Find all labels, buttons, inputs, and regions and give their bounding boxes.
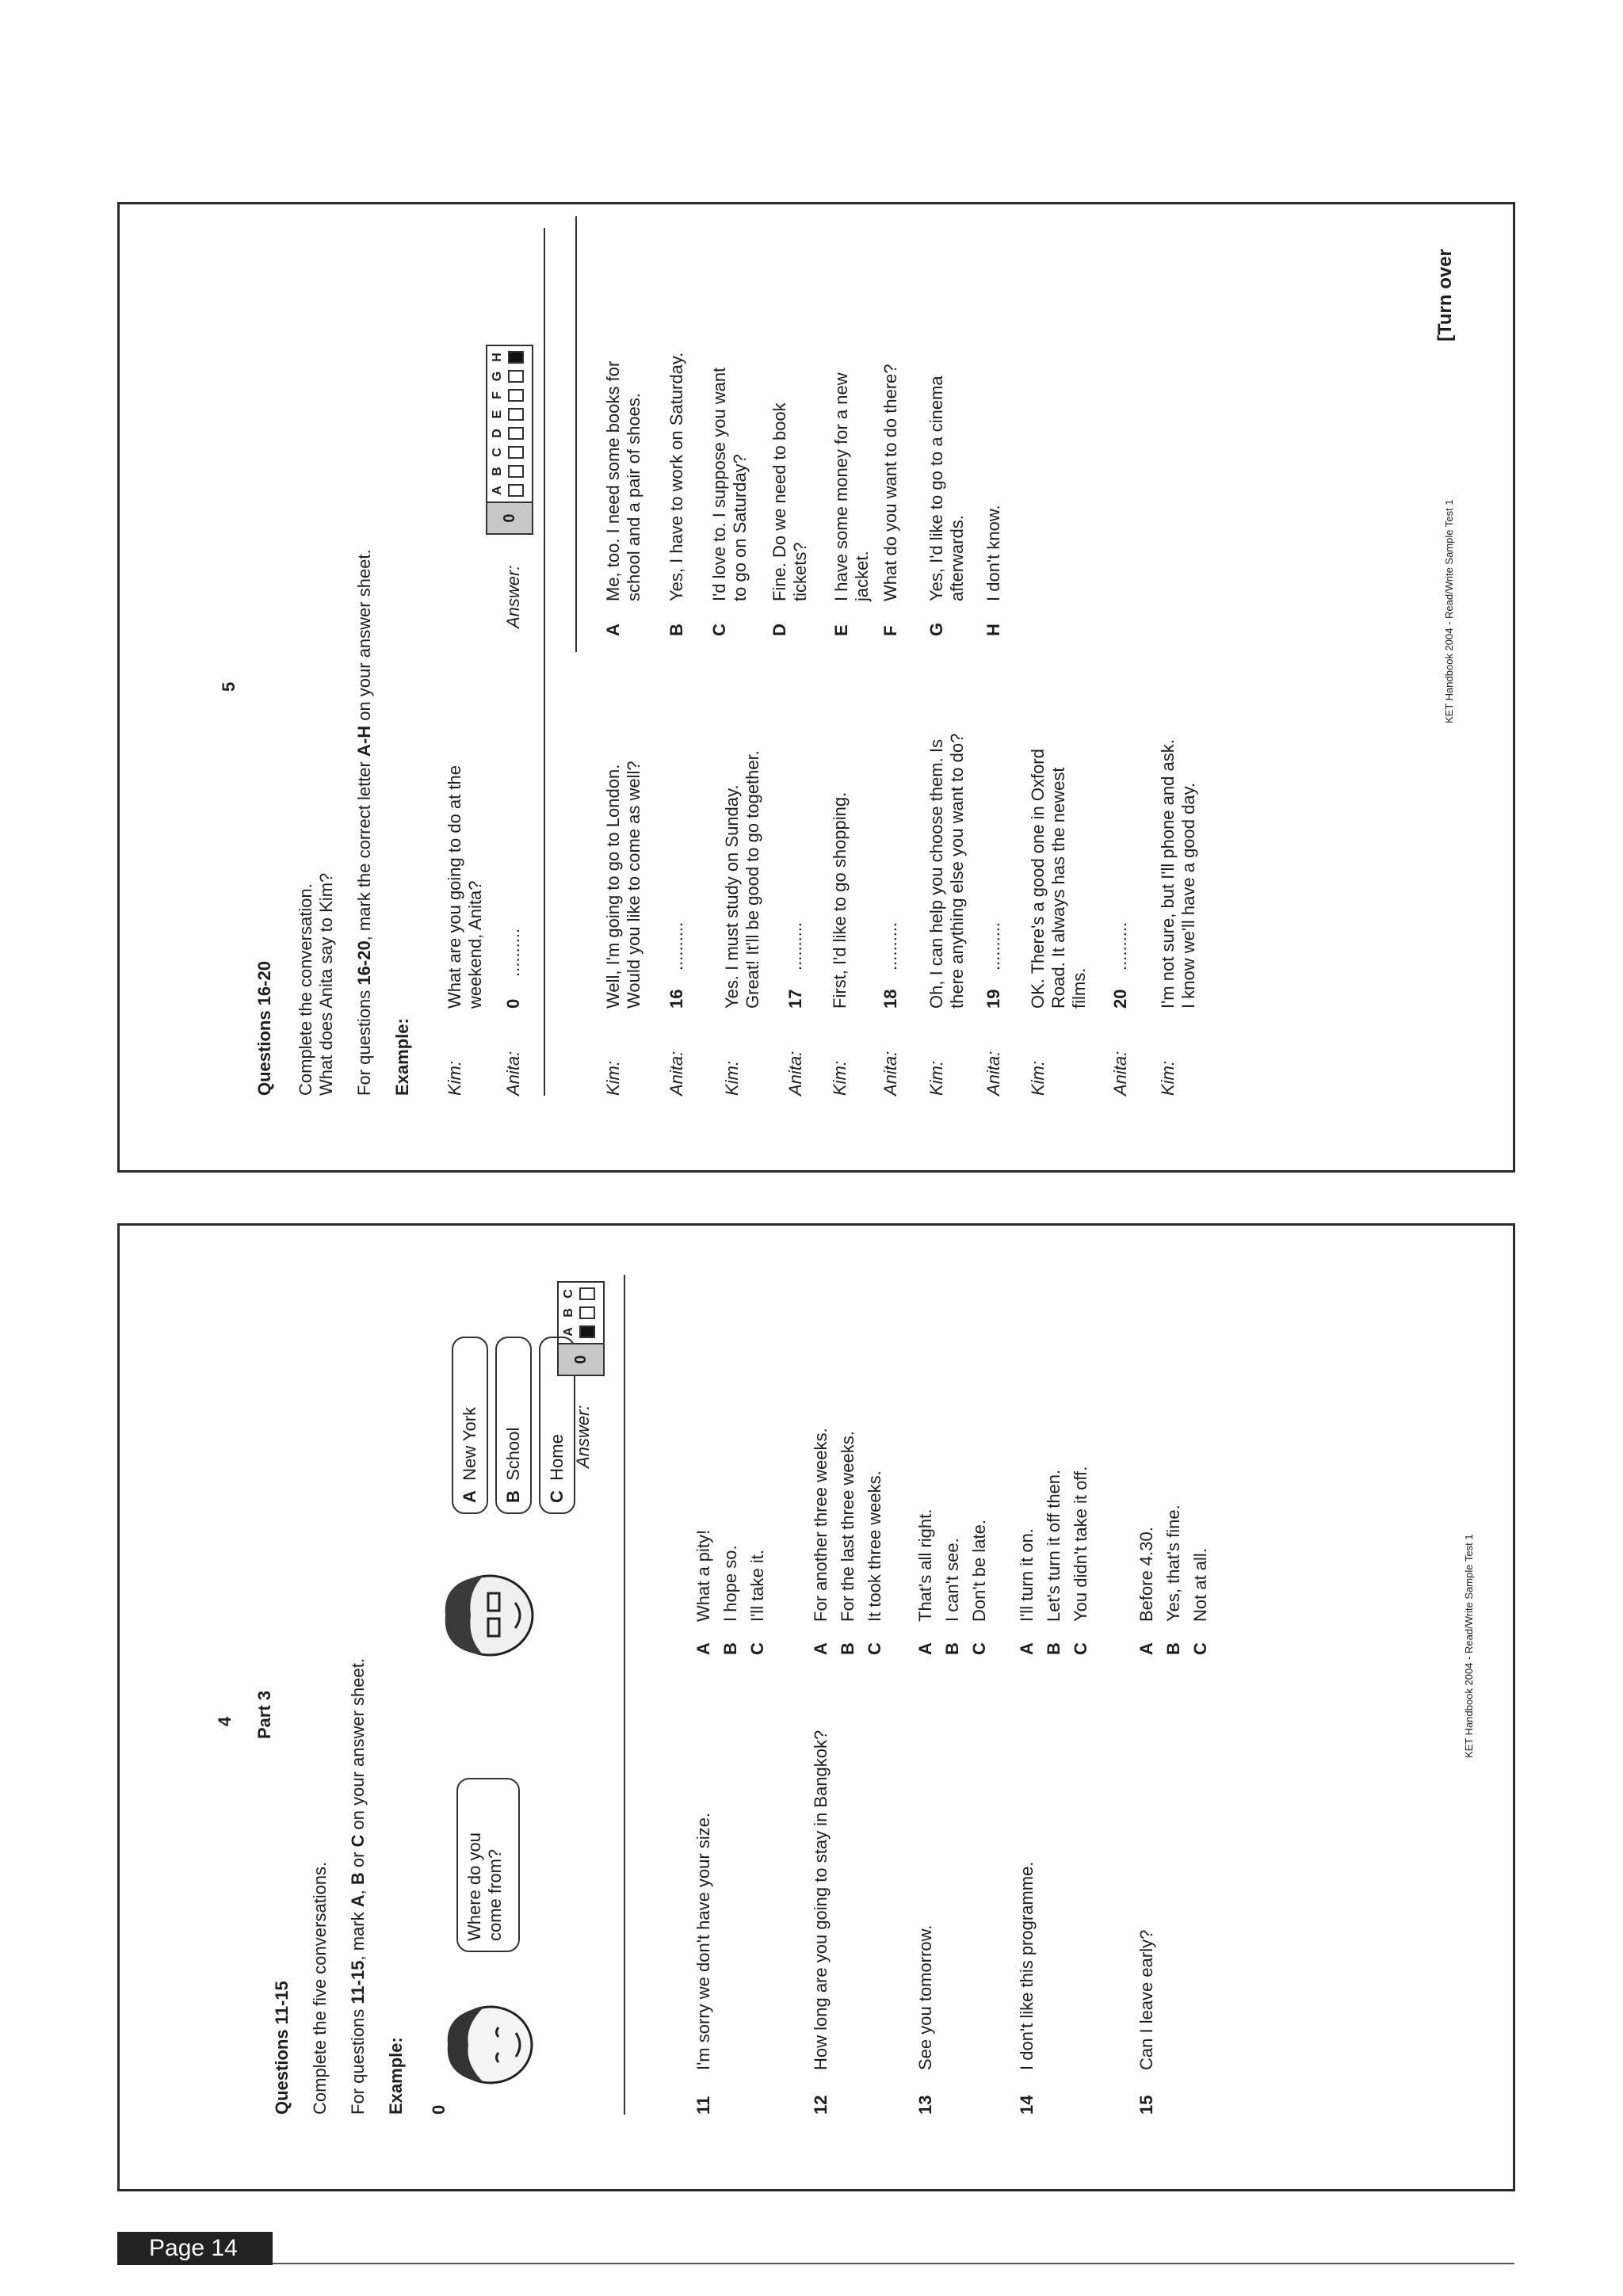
turn-over: [Turn over (1434, 249, 1456, 341)
option-letter: A (693, 1642, 713, 1655)
answer-label: Answer: (573, 1405, 593, 1468)
left-page (117, 1223, 1515, 2191)
answer-cell-letter: C (491, 448, 504, 457)
answer-cell-letter: A (562, 1327, 575, 1337)
example-question-bubble (456, 1778, 520, 1952)
footer: KET Handbook 2004 - Read/Write Sample Test 1 (1443, 499, 1455, 723)
speaker: Anita: (1110, 1051, 1130, 1096)
question-text: Can I leave early? (1136, 1929, 1156, 2070)
option-letter: A (603, 624, 623, 636)
option-c-bubble: C Home (539, 1337, 575, 1514)
option-text: For another three weeks. (811, 1428, 831, 1622)
questions-title: Questions 16-20 (254, 961, 274, 1096)
option-text: Let's turn it off then. (1044, 1469, 1064, 1622)
questions-title: Questions 11-15 (272, 1981, 292, 2115)
girl-face-icon (437, 1989, 540, 2100)
question-number: 14 (1017, 2095, 1037, 2115)
option-text: Yes, I have to work on Saturday. (666, 352, 686, 601)
question-number: 18 (880, 989, 900, 1009)
question-number: 15 (1136, 2095, 1156, 2115)
option-text: What a pity! (693, 1529, 713, 1622)
answer-cell-f (491, 389, 529, 402)
option-text: afterwards. (947, 515, 967, 601)
instruction-3: For questions 16-20, mark the correct letter A-H on your answer sheet. (354, 549, 374, 1096)
dialogue-line: OK. There's a good one in Oxford (1028, 749, 1048, 1009)
example-speaker-2: Anita: (503, 1051, 523, 1096)
option-letter: A (811, 1642, 831, 1655)
answer-cell-c (562, 1287, 600, 1300)
example-blank: .......... (503, 928, 523, 977)
answer-blank: .......... (666, 921, 686, 971)
dialogue-line: there anything else you want to do? (947, 733, 967, 1009)
answer-cell-letter: F (491, 391, 504, 399)
answer-cell-h (491, 351, 529, 364)
option-letter: C (747, 1642, 767, 1655)
question-number: 17 (785, 989, 805, 1009)
example-line-1a: What are you going to do at the (445, 765, 464, 1009)
question-text: I don't like this programme. (1017, 1861, 1037, 2070)
speaker: Kim: (603, 1061, 623, 1096)
divider (624, 1275, 625, 2115)
example-line-1b: weekend, Anita? (465, 880, 485, 1009)
option-text: Fine. Do we need to book (769, 402, 789, 601)
answer-checkbox (508, 389, 524, 402)
dialogue-line: Great! It'll be good to go together. (743, 750, 762, 1009)
answer-cells (559, 1283, 603, 1343)
answer-checkbox (579, 1306, 595, 1319)
speaker: Kim: (830, 1061, 850, 1096)
option-letter: B (942, 1642, 962, 1655)
option-letter: C (865, 1642, 884, 1655)
example-label: Example: (392, 1018, 412, 1096)
answer-cell-letter: C (562, 1289, 575, 1299)
option-text: Yes, that's fine. (1163, 1505, 1183, 1622)
option-text: I hope so. (720, 1545, 740, 1622)
option-text: school and a pair of shoes. (624, 393, 643, 601)
answer-cell-a (491, 484, 529, 497)
question-number: 16 (666, 989, 686, 1009)
option-letter: C (709, 624, 729, 636)
option-text: I'd love to. I suppose you want (709, 367, 729, 601)
answer-cell-c (491, 446, 529, 459)
instruction-1: Complete the five conversations. (310, 1861, 330, 2115)
option-text: I'll turn it on. (1017, 1528, 1037, 1622)
answer-number: 0 (487, 502, 532, 533)
example-answer-box (486, 345, 533, 535)
example-number: 0 (429, 2104, 449, 2115)
option-text: That's all right. (915, 1508, 935, 1622)
option-text: jacket. (852, 551, 872, 601)
instruction-2: For questions 11-15, mark A, B or C on your answer sheet. (348, 1658, 368, 2115)
answer-blank: .......... (983, 921, 1003, 971)
left-page-content (120, 1226, 1515, 2191)
question-text: How long are you going to stay in Bangkok? (811, 1730, 831, 2070)
example-number: 0 (503, 998, 523, 1009)
right-page (117, 202, 1515, 1173)
dialogue-line: Road. It always has the newest (1048, 767, 1068, 1009)
speaker: Anita: (880, 1051, 900, 1096)
option-text: to go on Saturday? (730, 454, 750, 601)
question-number: 11 (693, 2096, 713, 2115)
option-letter: F (880, 625, 900, 636)
column-divider (575, 216, 577, 652)
option-letter: D (769, 624, 789, 636)
speaker: Anita: (785, 1051, 805, 1096)
speaker: Anita: (983, 1051, 1003, 1096)
option-letter: A (1136, 1642, 1156, 1655)
question-number: 13 (915, 2095, 935, 2115)
dialogue-line: Would you like to come as well? (624, 761, 643, 1009)
option-letter: A (1017, 1642, 1037, 1655)
option-text: Yes, I'd like to go to a cinema (926, 376, 946, 601)
right-page-content (120, 204, 1515, 1173)
answer-number: 0 (559, 1343, 603, 1375)
question-text: I'm sorry we don't have your size. (693, 1812, 713, 2070)
answer-checkbox (508, 370, 524, 383)
option-letter: B (720, 1642, 740, 1655)
answer-checkbox (508, 427, 524, 440)
answer-checkbox (508, 446, 524, 459)
option-letter: H (983, 624, 1003, 636)
option-text: Not at all. (1190, 1548, 1210, 1622)
option-text: For the last three weeks. (838, 1431, 857, 1622)
answer-checkbox (508, 408, 524, 421)
option-letter: C (969, 1642, 989, 1655)
option-letter: B (1044, 1642, 1064, 1655)
speaker: Kim: (1158, 1061, 1178, 1096)
page-label: Page 14 (117, 2232, 273, 2265)
answer-cells (487, 346, 532, 502)
question-number: 12 (811, 2095, 831, 2115)
option-text: I can't see. (942, 1538, 962, 1622)
divider (544, 228, 545, 1096)
answer-cell-letter: B (491, 467, 504, 476)
answer-cell-letter: A (491, 486, 504, 495)
answer-checkbox (579, 1287, 595, 1300)
option-letter: C (1071, 1642, 1090, 1655)
page-number: 4 (215, 1716, 235, 1726)
instruction-1: Complete the conversation. (296, 883, 315, 1096)
example-label: Example: (386, 2037, 406, 2115)
option-letter: B (1163, 1642, 1183, 1655)
page-rule (273, 2263, 1514, 2264)
dialogue-line: Yes. I must study on Sunday. (722, 784, 742, 1009)
answer-cell-letter: D (491, 429, 504, 438)
option-text: Me, too. I need some books for (603, 360, 623, 601)
answer-label: Answer: (503, 565, 523, 628)
question-number: 19 (983, 989, 1003, 1009)
answer-cell-b (491, 465, 529, 478)
option-text: Before 4.30. (1136, 1527, 1156, 1622)
option-text: I have some money for a new (831, 372, 851, 601)
answer-blank: .......... (785, 921, 805, 971)
option-letter: G (926, 622, 946, 636)
dialogue-line: First, I'd like to go shopping. (830, 791, 850, 1009)
question-number: 20 (1110, 989, 1130, 1009)
option-text: I'll take it. (747, 1549, 767, 1622)
answer-blank: .......... (880, 921, 900, 971)
option-text: Don't be late. (969, 1520, 989, 1622)
answer-cell-b (562, 1306, 600, 1319)
example-question-line-2: come from? (485, 1848, 505, 1941)
part-title: Part 3 (254, 1690, 274, 1739)
example-answer-box (557, 1281, 605, 1376)
example-speaker-1: Kim: (445, 1061, 464, 1096)
option-letter: E (831, 624, 851, 636)
answer-cell-g (491, 370, 529, 383)
dialogue-line: I know we'll have a good day. (1178, 782, 1198, 1009)
option-text: What do you want to do there? (880, 364, 900, 601)
dialogue-line: Oh, I can help you choose them. Is (926, 739, 946, 1009)
question-text: See you tomorrow. (915, 1924, 935, 2070)
option-letter: B (666, 624, 686, 636)
answer-blank: .......... (1110, 921, 1130, 971)
option-a-bubble: A New York (452, 1337, 488, 1514)
dialogue-line: I'm not sure, but I'll phone and ask. (1158, 739, 1178, 1009)
speaker: Kim: (1028, 1061, 1048, 1096)
footer: KET Handbook 2004 - Read/Write Sample Test 1 (1463, 1534, 1475, 1758)
answer-cell-d (491, 427, 529, 440)
answer-checkbox (508, 351, 524, 364)
instruction-2: What does Anita say to Kim? (316, 872, 336, 1096)
option-letter: B (838, 1642, 857, 1655)
answer-cell-e (491, 408, 529, 421)
page-number: 5 (219, 681, 239, 692)
dialogue-line: films. (1069, 967, 1089, 1009)
speaker: Anita: (666, 1051, 686, 1096)
answer-cell-letter: B (562, 1308, 575, 1318)
option-letter: C (1190, 1642, 1210, 1655)
option-letter: A (915, 1642, 935, 1655)
option-text: It took three weeks. (865, 1470, 884, 1622)
option-text: I don't know. (983, 505, 1003, 601)
answer-checkbox (579, 1325, 595, 1338)
answer-cell-a (562, 1325, 600, 1338)
dialogue-line: Well, I'm going to go to London. (603, 764, 623, 1009)
example-question-line-1: Where do you (464, 1833, 484, 1941)
answer-cell-letter: H (491, 353, 504, 362)
answer-checkbox (508, 465, 524, 478)
speaker: Kim: (926, 1061, 946, 1096)
speaker: Kim: (722, 1061, 742, 1096)
answer-checkbox (508, 484, 524, 497)
answer-cell-letter: G (491, 371, 504, 382)
option-text: You didn't take it off. (1071, 1466, 1090, 1622)
answer-cell-letter: E (491, 410, 504, 419)
boy-face-icon (433, 1560, 540, 1671)
option-b-bubble: B School (495, 1337, 532, 1514)
option-text: tickets? (790, 542, 810, 601)
